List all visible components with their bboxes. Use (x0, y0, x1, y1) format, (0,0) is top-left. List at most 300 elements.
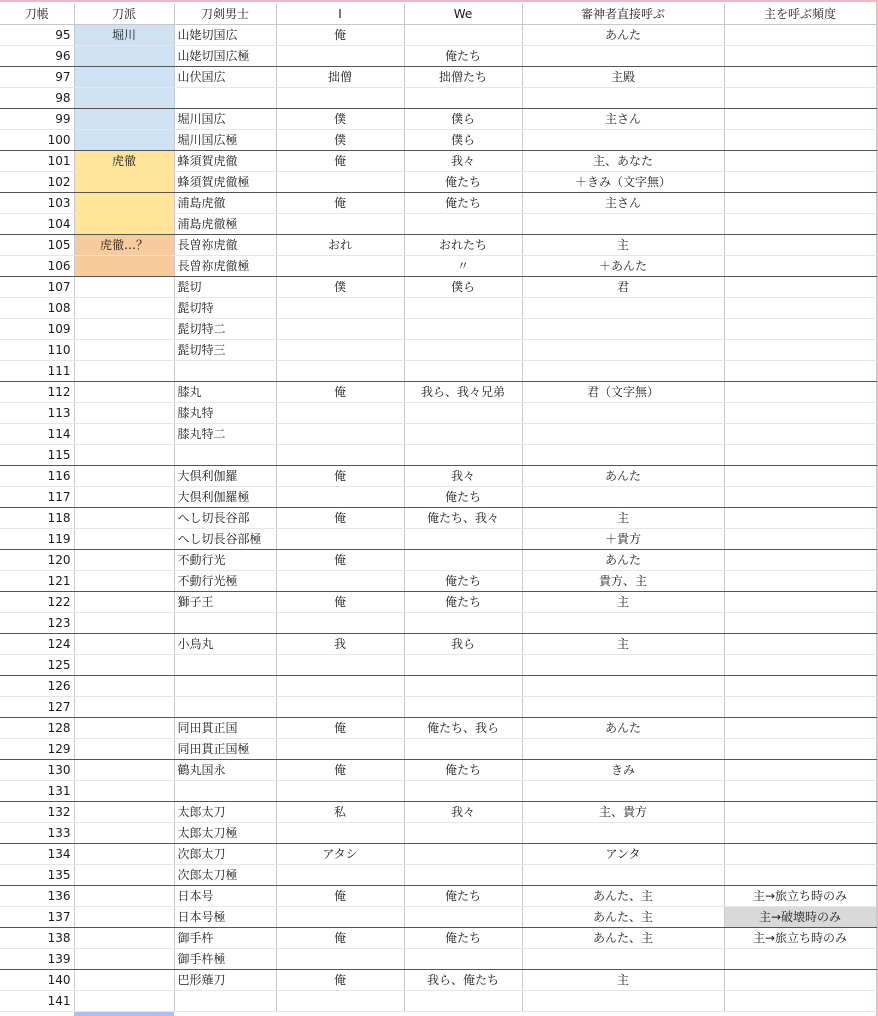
cell-we[interactable] (404, 403, 522, 424)
cell-call[interactable]: 主さん (522, 109, 724, 130)
cell-school[interactable] (74, 424, 174, 445)
cell-num[interactable]: 132 (0, 802, 74, 823)
cell-i[interactable]: 俺 (276, 928, 404, 949)
cell-name[interactable]: 次郎太刀極 (174, 865, 276, 886)
cell-we[interactable]: 俺たち、我ら (404, 718, 522, 739)
cell-freq[interactable]: 主→旅立ち時のみ (724, 928, 876, 949)
cell-we[interactable]: 我々 (404, 802, 522, 823)
cell-school[interactable] (74, 886, 174, 907)
cell-call[interactable]: あんた (522, 550, 724, 571)
cell-school[interactable] (74, 256, 174, 277)
cell-freq[interactable] (724, 508, 876, 529)
cell-name[interactable]: 不動行光極 (174, 571, 276, 592)
cell-call[interactable] (522, 214, 724, 235)
cell-i[interactable] (276, 697, 404, 718)
cell-name[interactable]: 日本号極 (174, 907, 276, 928)
cell-we[interactable]: 俺たち (404, 193, 522, 214)
cell-we[interactable] (404, 88, 522, 109)
cell-freq[interactable] (724, 256, 876, 277)
cell-num[interactable]: 139 (0, 949, 74, 970)
cell-call[interactable] (522, 949, 724, 970)
cell-we[interactable]: 俺たち (404, 928, 522, 949)
cell-num[interactable]: 131 (0, 781, 74, 802)
cell-i[interactable] (276, 46, 404, 67)
cell-school[interactable] (74, 319, 174, 340)
cell-i[interactable] (276, 256, 404, 277)
cell-we[interactable] (404, 739, 522, 760)
cell-call[interactable]: 主 (522, 235, 724, 256)
cell-i[interactable] (276, 361, 404, 382)
cell-name[interactable]: 御手杵極 (174, 949, 276, 970)
cell-name[interactable]: 獅子王 (174, 592, 276, 613)
cell-school[interactable] (74, 844, 174, 865)
cell-freq[interactable] (724, 613, 876, 634)
cell-name[interactable]: 長曽祢虎徹 (174, 235, 276, 256)
cell-school[interactable] (74, 529, 174, 550)
cell-name[interactable]: 長曽祢虎徹極 (174, 256, 276, 277)
cell-freq[interactable] (724, 382, 876, 403)
cell-school[interactable] (74, 193, 174, 214)
cell-we[interactable]: 〃 (404, 256, 522, 277)
cell-name[interactable]: 堀川国広 (174, 109, 276, 130)
cell-we[interactable] (404, 991, 522, 1012)
cell-i[interactable]: 我 (276, 634, 404, 655)
cell-call[interactable] (522, 697, 724, 718)
cell-i[interactable] (276, 865, 404, 886)
cell-call[interactable] (522, 487, 724, 508)
cell-we[interactable] (404, 361, 522, 382)
cell-num[interactable]: 126 (0, 676, 74, 697)
cell-call[interactable]: アンタ (522, 844, 724, 865)
cell-freq[interactable] (724, 802, 876, 823)
cell-num[interactable]: 115 (0, 445, 74, 466)
cell-call[interactable] (522, 865, 724, 886)
cell-i[interactable] (276, 172, 404, 193)
cell-freq[interactable] (724, 466, 876, 487)
cell-we[interactable] (404, 25, 522, 46)
cell-freq[interactable] (724, 781, 876, 802)
cell-i[interactable]: 俺 (276, 970, 404, 991)
cell-call[interactable]: 貴方、主 (522, 571, 724, 592)
cell-we[interactable]: 僕ら (404, 130, 522, 151)
cell-num[interactable]: 120 (0, 550, 74, 571)
cell-school[interactable] (74, 550, 174, 571)
cell-name[interactable] (174, 655, 276, 676)
cell-school[interactable] (74, 655, 174, 676)
cell-call[interactable]: 主 (522, 508, 724, 529)
cell-i[interactable] (276, 403, 404, 424)
cell-num[interactable]: 134 (0, 844, 74, 865)
cell-i[interactable] (276, 319, 404, 340)
cell-school[interactable] (74, 781, 174, 802)
cell-num[interactable]: 110 (0, 340, 74, 361)
cell-num[interactable]: 119 (0, 529, 74, 550)
cell-call[interactable] (522, 739, 724, 760)
cell-num[interactable]: 103 (0, 193, 74, 214)
cell-name[interactable]: 浦島虎徹極 (174, 214, 276, 235)
cell-call[interactable]: きみ (522, 760, 724, 781)
cell-name[interactable]: 御手杵 (174, 928, 276, 949)
cell-i[interactable] (276, 340, 404, 361)
cell-freq[interactable] (724, 445, 876, 466)
cell-call[interactable]: あんた (522, 466, 724, 487)
cell-i[interactable]: 俺 (276, 718, 404, 739)
cell-name[interactable] (174, 697, 276, 718)
cell-name[interactable]: 蜂須賀虎徹 (174, 151, 276, 172)
cell-call[interactable] (522, 655, 724, 676)
cell-name[interactable]: 膝丸特 (174, 403, 276, 424)
cell-call[interactable] (522, 298, 724, 319)
cell-i[interactable]: 俺 (276, 508, 404, 529)
cell-freq[interactable] (724, 697, 876, 718)
cell-freq[interactable] (724, 46, 876, 67)
cell-i[interactable]: 俺 (276, 151, 404, 172)
cell-num[interactable]: 99 (0, 109, 74, 130)
cell-school[interactable]: 虎徹 (74, 151, 174, 172)
cell-call[interactable]: 主さん (522, 193, 724, 214)
cell-name[interactable]: 同田貫正国極 (174, 739, 276, 760)
cell-call[interactable] (522, 319, 724, 340)
cell-name[interactable]: 堀川国広極 (174, 130, 276, 151)
cell-i[interactable] (276, 529, 404, 550)
cell-name[interactable]: 太郎太刀 (174, 802, 276, 823)
cell-freq[interactable] (724, 634, 876, 655)
cell-freq[interactable] (724, 487, 876, 508)
cell-i[interactable]: 俺 (276, 550, 404, 571)
cell-name[interactable]: 髭切特二 (174, 319, 276, 340)
cell-call[interactable]: 君 (522, 277, 724, 298)
cell-freq[interactable] (724, 67, 876, 88)
cell-school[interactable]: 堀川 (74, 25, 174, 46)
cell-school[interactable] (74, 214, 174, 235)
cell-i[interactable]: 僕 (276, 109, 404, 130)
cell-name[interactable]: 髭切 (174, 277, 276, 298)
cell-freq[interactable] (724, 151, 876, 172)
cell-school[interactable] (74, 991, 174, 1012)
cell-i[interactable] (276, 424, 404, 445)
cell-freq[interactable] (724, 676, 876, 697)
cell-name[interactable]: 大倶利伽羅 (174, 466, 276, 487)
cell-call[interactable] (522, 424, 724, 445)
cell-school[interactable] (74, 130, 174, 151)
cell-school[interactable] (74, 277, 174, 298)
cell-freq[interactable] (724, 235, 876, 256)
cell-name[interactable] (174, 613, 276, 634)
cell-num[interactable]: 106 (0, 256, 74, 277)
cell-we[interactable] (404, 613, 522, 634)
cell-we[interactable] (404, 445, 522, 466)
cell-call[interactable] (522, 676, 724, 697)
cell-freq[interactable] (724, 760, 876, 781)
cell-name[interactable] (174, 361, 276, 382)
cell-school[interactable] (74, 382, 174, 403)
cell-num[interactable]: 130 (0, 760, 74, 781)
cell-num[interactable]: 101 (0, 151, 74, 172)
cell-num[interactable]: 97 (0, 67, 74, 88)
cell-i[interactable] (276, 613, 404, 634)
cell-name[interactable]: 不動行光 (174, 550, 276, 571)
cell-freq[interactable] (724, 277, 876, 298)
cell-school[interactable] (74, 676, 174, 697)
cell-school[interactable] (74, 487, 174, 508)
cell-freq[interactable] (724, 823, 876, 844)
cell-call[interactable] (522, 88, 724, 109)
cell-call[interactable]: ＋きみ（文字無） (522, 172, 724, 193)
cell-school[interactable] (74, 823, 174, 844)
cell-num[interactable]: 133 (0, 823, 74, 844)
cell-freq[interactable] (724, 109, 876, 130)
cell-i[interactable]: 俺 (276, 760, 404, 781)
cell-i[interactable] (276, 907, 404, 928)
cell-num[interactable]: 113 (0, 403, 74, 424)
cell-school[interactable] (74, 67, 174, 88)
cell-freq[interactable] (724, 970, 876, 991)
cell-i[interactable]: 僕 (276, 130, 404, 151)
cell-i[interactable] (276, 676, 404, 697)
cell-num[interactable]: 137 (0, 907, 74, 928)
cell-call[interactable] (522, 46, 724, 67)
cell-we[interactable] (404, 844, 522, 865)
cell-we[interactable]: 俺たち (404, 487, 522, 508)
cell-freq[interactable] (724, 130, 876, 151)
cell-name[interactable] (174, 781, 276, 802)
cell-freq[interactable] (724, 361, 876, 382)
cell-call[interactable] (522, 613, 724, 634)
cell-freq[interactable] (724, 319, 876, 340)
cell-num[interactable]: 141 (0, 991, 74, 1012)
header-we[interactable]: We (404, 4, 522, 25)
cell-name[interactable]: 髭切特三 (174, 340, 276, 361)
cell-we[interactable]: 俺たち (404, 760, 522, 781)
cell-school[interactable] (74, 760, 174, 781)
cell-we[interactable]: 我ら、俺たち (404, 970, 522, 991)
cell-freq[interactable] (724, 193, 876, 214)
cell-school[interactable] (74, 340, 174, 361)
cell-call[interactable]: ＋あんた (522, 256, 724, 277)
sheet-tab-indicator[interactable] (74, 1012, 174, 1016)
cell-num[interactable]: 138 (0, 928, 74, 949)
cell-we[interactable]: おれたち (404, 235, 522, 256)
cell-num[interactable]: 96 (0, 46, 74, 67)
cell-name[interactable]: 髭切特 (174, 298, 276, 319)
cell-we[interactable] (404, 424, 522, 445)
cell-we[interactable]: 僕ら (404, 109, 522, 130)
cell-school[interactable] (74, 613, 174, 634)
cell-call[interactable] (522, 130, 724, 151)
cell-freq[interactable] (724, 25, 876, 46)
cell-i[interactable] (276, 949, 404, 970)
cell-num[interactable]: 108 (0, 298, 74, 319)
cell-call[interactable]: 主 (522, 634, 724, 655)
cell-freq[interactable] (724, 949, 876, 970)
cell-i[interactable]: アタシ (276, 844, 404, 865)
cell-freq[interactable] (724, 592, 876, 613)
cell-school[interactable] (74, 445, 174, 466)
cell-freq[interactable] (724, 739, 876, 760)
cell-i[interactable] (276, 214, 404, 235)
cell-name[interactable]: 蜂須賀虎徹極 (174, 172, 276, 193)
cell-we[interactable]: 我々 (404, 151, 522, 172)
cell-num[interactable]: 118 (0, 508, 74, 529)
cell-we[interactable]: 我ら、我々兄弟 (404, 382, 522, 403)
cell-name[interactable]: 山姥切国広 (174, 25, 276, 46)
cell-call[interactable] (522, 991, 724, 1012)
cell-i[interactable]: 拙僧 (276, 67, 404, 88)
cell-school[interactable] (74, 361, 174, 382)
cell-num[interactable]: 109 (0, 319, 74, 340)
header-name[interactable]: 刀剣男士 (174, 4, 276, 25)
cell-we[interactable] (404, 340, 522, 361)
cell-freq[interactable] (724, 655, 876, 676)
cell-we[interactable] (404, 781, 522, 802)
cell-num[interactable]: 105 (0, 235, 74, 256)
cell-we[interactable] (404, 697, 522, 718)
cell-num[interactable]: 114 (0, 424, 74, 445)
cell-freq[interactable] (724, 172, 876, 193)
cell-name[interactable]: へし切長谷部 (174, 508, 276, 529)
cell-we[interactable]: 俺たち (404, 172, 522, 193)
cell-call[interactable] (522, 823, 724, 844)
cell-name[interactable] (174, 676, 276, 697)
cell-call[interactable]: 君（文字無） (522, 382, 724, 403)
cell-num[interactable]: 102 (0, 172, 74, 193)
cell-school[interactable] (74, 508, 174, 529)
cell-i[interactable]: 俺 (276, 592, 404, 613)
cell-i[interactable]: おれ (276, 235, 404, 256)
cell-i[interactable]: 僕 (276, 277, 404, 298)
cell-num[interactable]: 116 (0, 466, 74, 487)
cell-freq[interactable] (724, 844, 876, 865)
cell-freq[interactable] (724, 529, 876, 550)
cell-name[interactable]: 同田貫正国 (174, 718, 276, 739)
cell-i[interactable]: 俺 (276, 886, 404, 907)
cell-num[interactable]: 140 (0, 970, 74, 991)
cell-we[interactable] (404, 529, 522, 550)
cell-i[interactable] (276, 739, 404, 760)
cell-num[interactable]: 127 (0, 697, 74, 718)
cell-name[interactable]: 膝丸特二 (174, 424, 276, 445)
cell-we[interactable]: 僕ら (404, 277, 522, 298)
header-i[interactable]: I (276, 4, 404, 25)
cell-num[interactable]: 100 (0, 130, 74, 151)
cell-name[interactable]: 次郎太刀 (174, 844, 276, 865)
cell-school[interactable] (74, 403, 174, 424)
cell-freq[interactable]: 主→破壊時のみ (724, 907, 876, 928)
cell-call[interactable]: 主 (522, 592, 724, 613)
cell-freq[interactable] (724, 550, 876, 571)
cell-call[interactable]: あんた (522, 25, 724, 46)
cell-school[interactable] (74, 970, 174, 991)
cell-call[interactable] (522, 361, 724, 382)
cell-school[interactable] (74, 739, 174, 760)
cell-we[interactable]: 俺たち、我々 (404, 508, 522, 529)
cell-school[interactable] (74, 109, 174, 130)
cell-num[interactable]: 136 (0, 886, 74, 907)
cell-freq[interactable] (724, 718, 876, 739)
cell-school[interactable] (74, 46, 174, 67)
cell-call[interactable] (522, 403, 724, 424)
cell-school[interactable] (74, 907, 174, 928)
cell-we[interactable] (404, 214, 522, 235)
cell-name[interactable]: 大倶利伽羅極 (174, 487, 276, 508)
cell-call[interactable]: あんた、主 (522, 907, 724, 928)
cell-num[interactable]: 123 (0, 613, 74, 634)
cell-i[interactable] (276, 781, 404, 802)
cell-freq[interactable] (724, 88, 876, 109)
cell-we[interactable] (404, 655, 522, 676)
cell-school[interactable] (74, 928, 174, 949)
cell-num[interactable]: 135 (0, 865, 74, 886)
cell-num[interactable]: 121 (0, 571, 74, 592)
cell-num[interactable]: 128 (0, 718, 74, 739)
cell-freq[interactable] (724, 865, 876, 886)
header-num[interactable]: 刀帳 (0, 4, 74, 25)
cell-i[interactable]: 私 (276, 802, 404, 823)
cell-call[interactable]: あんた (522, 718, 724, 739)
cell-i[interactable] (276, 445, 404, 466)
cell-name[interactable]: 巴形薙刀 (174, 970, 276, 991)
cell-call[interactable]: 主 (522, 970, 724, 991)
cell-name[interactable]: 鶴丸国永 (174, 760, 276, 781)
cell-num[interactable]: 125 (0, 655, 74, 676)
cell-name[interactable]: 日本号 (174, 886, 276, 907)
cell-i[interactable] (276, 298, 404, 319)
cell-i[interactable]: 俺 (276, 25, 404, 46)
cell-i[interactable] (276, 991, 404, 1012)
cell-we[interactable]: 我々 (404, 466, 522, 487)
cell-we[interactable] (404, 298, 522, 319)
cell-we[interactable] (404, 676, 522, 697)
cell-call[interactable]: 主殿 (522, 67, 724, 88)
cell-school[interactable] (74, 466, 174, 487)
cell-num[interactable]: 111 (0, 361, 74, 382)
cell-call[interactable]: ＋貴方 (522, 529, 724, 550)
cell-we[interactable]: 拙僧たち (404, 67, 522, 88)
cell-school[interactable] (74, 949, 174, 970)
cell-school[interactable] (74, 697, 174, 718)
cell-we[interactable] (404, 907, 522, 928)
cell-name[interactable] (174, 991, 276, 1012)
cell-num[interactable]: 112 (0, 382, 74, 403)
cell-freq[interactable] (724, 424, 876, 445)
cell-call[interactable]: あんた、主 (522, 886, 724, 907)
cell-name[interactable]: へし切長谷部極 (174, 529, 276, 550)
cell-we[interactable] (404, 823, 522, 844)
cell-we[interactable] (404, 550, 522, 571)
cell-freq[interactable] (724, 571, 876, 592)
cell-i[interactable]: 俺 (276, 382, 404, 403)
header-freq[interactable]: 主を呼ぶ頻度 (724, 4, 876, 25)
cell-school[interactable] (74, 802, 174, 823)
cell-num[interactable]: 129 (0, 739, 74, 760)
cell-school[interactable] (74, 634, 174, 655)
cell-name[interactable]: 太郎太刀極 (174, 823, 276, 844)
cell-i[interactable] (276, 823, 404, 844)
cell-name[interactable]: 浦島虎徹 (174, 193, 276, 214)
cell-i[interactable]: 俺 (276, 193, 404, 214)
cell-school[interactable]: 虎徹…？ (74, 235, 174, 256)
cell-call[interactable]: 主、貴方 (522, 802, 724, 823)
cell-school[interactable] (74, 172, 174, 193)
cell-i[interactable] (276, 487, 404, 508)
cell-we[interactable]: 俺たち (404, 592, 522, 613)
cell-freq[interactable] (724, 214, 876, 235)
cell-num[interactable]: 124 (0, 634, 74, 655)
cell-school[interactable] (74, 718, 174, 739)
cell-we[interactable]: 俺たち (404, 571, 522, 592)
cell-num[interactable]: 95 (0, 25, 74, 46)
cell-freq[interactable] (724, 991, 876, 1012)
